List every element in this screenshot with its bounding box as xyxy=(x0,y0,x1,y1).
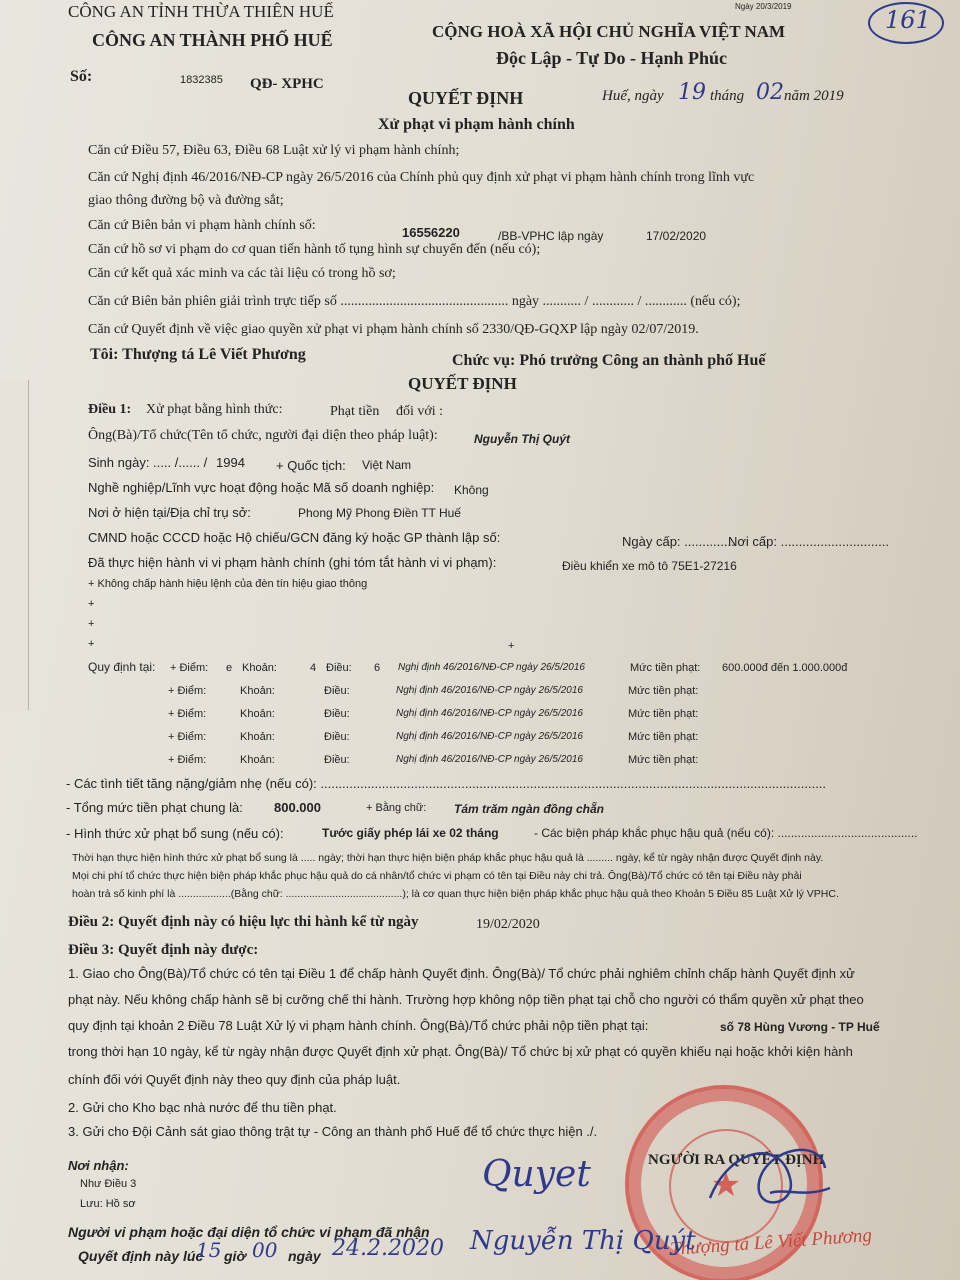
rule-diem-label: + Điểm: xyxy=(170,662,209,674)
signer-signature xyxy=(690,1118,840,1228)
document-title: QUYẾT ĐỊNH xyxy=(408,88,524,108)
underlying-sheet xyxy=(0,380,29,710)
basis-line-3: giao thông đường bộ và đường sắt; xyxy=(88,193,284,208)
rule-dieu-label: Điều: xyxy=(324,685,350,697)
basis-line-1: Căn cứ Điều 57, Điều 63, Điều 68 Luật xử lý vi phạm hành chính; xyxy=(88,143,460,158)
received-label: Người vi phạm hoặc đại diện tổ chức vi phạm đã nhận xyxy=(68,1224,430,1240)
day-label: ngày xyxy=(288,1248,321,1264)
violation-item-3: + xyxy=(88,618,95,630)
note-line-2: Mọi chi phí tổ chức thực hiện biện pháp khắc phục hậu quả do cá nhân/tổ chức vi phạm có tên tại Điều này chi trả. Ông(Bà)/Tổ chức có tên tại Điều này phải xyxy=(72,870,802,882)
seal-star-icon: ★ xyxy=(710,1167,742,1204)
article1-heading: Điều 1: xyxy=(88,402,132,417)
basis-line-8: Căn cứ Quyết định về việc giao quyền xử phạt vi phạm hành chính số 2330/QĐ-GQXP lập ngày 02/07/2019. xyxy=(88,322,699,337)
job-label: Nghề nghiệp/Lĩnh vực hoạt động hoặc Mã số doanh nghiệp: xyxy=(88,480,435,495)
vehicle-value: Điều khiển xe mô tô 75E1-27216 xyxy=(562,559,737,573)
basis-line-6: Căn cứ kết quả xác minh va các tài liệu có trong hồ sơ; xyxy=(88,266,396,281)
article3-line-7: 3. Gửi cho Đội Cảnh sát giao thông trật tự - Công an thành phố Huế để tổ chức thực hiện ./. xyxy=(68,1124,598,1139)
motto: Độc Lập - Tự Do - Hạnh Phúc xyxy=(496,48,728,68)
country-name: CỘNG HOÀ XÃ HỘI CHỦ NGHĨA VIỆT NAM xyxy=(432,22,786,41)
rule-fine-value: 600.000đ đến 1.000.000đ xyxy=(722,662,848,674)
article3-line-5: chính đối với Quyết định này theo quy định của pháp luật. xyxy=(68,1072,401,1087)
received-minute: 00 xyxy=(252,1238,278,1262)
rule-diem-label: + Điểm: xyxy=(168,685,207,697)
document-subtitle: Xử phạt vi phạm hành chính xyxy=(378,116,575,133)
article2-text: Điều 2: Quyết định này có hiệu lực thi hành kể từ ngày xyxy=(68,914,419,930)
job-value: Không xyxy=(454,483,489,497)
signer-name: Thượng tá Lê Viết Phương xyxy=(669,1224,873,1261)
rule-dieu-label: Điều: xyxy=(324,708,350,720)
agency-name: CÔNG AN THÀNH PHỐ HUẾ xyxy=(92,30,333,50)
nationality-value: Việt Nam xyxy=(362,458,412,472)
nationality-label: + Quốc tịch: xyxy=(276,458,346,473)
article3-heading: Điều 3: Quyết định này được: xyxy=(68,942,259,958)
circumstances-line: - Các tình tiết tăng nặng/giảm nhẹ (nếu có): ............................................................................................................................................ xyxy=(66,776,827,791)
rule-khoan-label: Khoản: xyxy=(240,685,275,697)
officer-line: Tôi: Thượng tá Lê Viết Phương xyxy=(90,346,306,363)
rules-label: Quy định tại: xyxy=(88,660,156,674)
received-date: 24.2.2020 xyxy=(332,1236,444,1261)
person-name: Nguyễn Thị Quýt xyxy=(474,432,570,446)
rule-fine-label: Mức tiền phạt: xyxy=(628,708,699,720)
penalty-form-label: Xử phạt bằng hình thức: xyxy=(146,402,283,417)
article3-line-6: 2. Gửi cho Kho bạc nhà nước để thu tiền phạt. xyxy=(68,1100,337,1115)
rule-decree: Nghị định 46/2016/NĐ-CP ngày 26/5/2016 xyxy=(396,754,583,765)
basis-line-2: Căn cứ Nghị định 46/2016/NĐ-CP ngày 26/5/2016 của Chính phủ quy định xử phạt vi phạm hành chính trong lĩnh vực xyxy=(88,170,755,185)
rule-decree: Nghị định 46/2016/NĐ-CP ngày 26/5/2016 xyxy=(396,685,583,696)
dob-label: Sinh ngày: ..... /...... / xyxy=(88,455,208,470)
address-label: Nơi ở hiện tại/Địa chỉ trụ sở: xyxy=(88,505,251,520)
basis-line-4: Căn cứ Biên bản vi phạm hành chính số: xyxy=(88,218,316,233)
article3-line-2: phạt này. Nếu không chấp hành sẽ bị cưỡng chế thi hành. Trường hợp không nộp tiền phạt tại chỗ cho người có thẩm quyền xử phạt theo xyxy=(68,992,864,1007)
rule-khoan-label: Khoản: xyxy=(240,754,275,766)
rule-fine-label: Mức tiền phạt: xyxy=(628,685,699,697)
address-value: Phong Mỹ Phong Điền TT Huế xyxy=(298,506,461,520)
month-label: tháng xyxy=(710,88,745,104)
place-date-prefix: Huế, ngày xyxy=(602,88,664,104)
officer-position: Chức vụ: Phó trưởng Công an thành phố Huế xyxy=(452,352,766,369)
id-label: CMND hoặc CCCD hoặc Hộ chiếu/GCN đăng ký hoặc GP thành lập số: xyxy=(88,530,501,545)
recipient-2: Lưu: Hồ sơ xyxy=(80,1198,136,1210)
basis-line-5: Căn cứ hồ sơ vi phạm do cơ quan tiến hành tố tụng hình sự chuyển đến (nếu có); xyxy=(88,242,541,257)
rule-khoan-label: Khoản: xyxy=(240,731,275,743)
received-hour: 15 xyxy=(196,1238,222,1262)
rule-decree: Nghị định 46/2016/NĐ-CP ngày 26/5/2016 xyxy=(396,708,583,719)
id-place: Nơi cấp: .............................. xyxy=(728,534,889,549)
so-label: Số: xyxy=(70,68,93,85)
violator-full-name: Nguyễn Thị Quýt xyxy=(470,1226,696,1256)
words-label: + Bằng chữ: xyxy=(366,802,427,814)
print-date: Ngày 20/3/2019 xyxy=(735,2,792,11)
rule-fine-label: Mức tiền phạt: xyxy=(630,662,701,674)
id-date: Ngày cấp: .............. xyxy=(622,534,735,549)
rule-dieu-label: Điều: xyxy=(324,754,350,766)
rule-khoan-label: Khoản: xyxy=(240,708,275,720)
rule-fine-label: Mức tiền phạt: xyxy=(628,754,699,766)
article3-line-4: trong thời hạn 10 ngày, kể từ ngày nhận được Quyết định xử phạt. Ông(Bà)/ Tổ chức bị xử phạt có quyền khiếu nại hoặc khởi kiện hành xyxy=(68,1044,853,1059)
hour-label: giờ xyxy=(224,1248,246,1264)
year-text: năm 2019 xyxy=(784,88,844,104)
record-suffix: /BB-VPHC lập ngày xyxy=(498,229,604,243)
rule-diem-label: + Điểm: xyxy=(168,754,207,766)
words-value: Tám trăm ngàn đồng chẵn xyxy=(454,802,605,816)
violation-item-2: + xyxy=(88,598,95,610)
rule-decree: Nghị định 46/2016/NĐ-CP ngày 26/5/2016 xyxy=(396,731,583,742)
violation-extra-plus: + xyxy=(508,640,515,652)
article3-line-3: quy định tại khoản 2 Điều 78 Luật Xử lý vi phạm hành chính. Ông(Bà)/Tổ chức phải nộp tiền phạt tại: xyxy=(68,1018,649,1033)
violation-label: Đã thực hiện hành vi vi phạm hành chính (ghi tóm tắt hành vi vi phạm): xyxy=(88,555,497,570)
received-time-prefix: Quyết định này lúc xyxy=(78,1248,204,1264)
rule-diem-value: e xyxy=(226,662,233,674)
rule-dieu-value: 6 xyxy=(374,662,381,674)
rule-dieu-label: Điều: xyxy=(324,731,350,743)
agency-parent: CÔNG AN TỈNH THỪA THIÊN HUẾ xyxy=(68,2,334,21)
rule-decree: Nghị định 46/2016/NĐ-CP ngày 26/5/2016 xyxy=(398,662,585,673)
record-number: 16556220 xyxy=(402,225,460,240)
payment-place: số 78 Hùng Vương - TP Huế xyxy=(720,1020,880,1034)
total-label: - Tổng mức tiền phạt chung là: xyxy=(66,800,243,815)
note-line-3: hoàn trả số kinh phí là ..................(Bằng chữ: ........................................); là cơ quan thực hiện biện pháp khắc phục hậu quả theo Khoản 5 Điều 85 Luật Xử lý VPHC. xyxy=(72,888,839,900)
recipient-1: Như Điều 3 xyxy=(80,1178,137,1190)
rule-dieu-label: Điều: xyxy=(326,662,352,674)
rule-khoan-value: 4 xyxy=(310,662,317,674)
rule-fine-label: Mức tiền phạt: xyxy=(628,731,699,743)
so-suffix: QĐ- XPHC xyxy=(250,76,324,92)
so-number: 1832385 xyxy=(180,74,223,86)
article3-line-1: 1. Giao cho Ông(Bà)/Tổ chức có tên tại Điều 1 để chấp hành Quyết định. Ông(Bà)/ Tổ chức phải nghiêm chỉnh chấp hành Quyết định xử xyxy=(68,966,855,981)
remedy-label: - Các biện pháp khắc phục hậu quả (nếu có): .......................................... xyxy=(534,826,918,840)
rule-diem-label: + Điểm: xyxy=(168,731,207,743)
rule-khoan-label: Khoản: xyxy=(242,662,277,674)
against-label: đối với : xyxy=(396,404,444,419)
basis-line-7: Căn cứ Biên bản phiên giải trình trực tiếp số ................................................ ngày ........... / ............ / ............ (nếu có); xyxy=(88,294,741,309)
person-label: Ông(Bà)/Tổ chức(Tên tổ chức, người đại diện theo pháp luật): xyxy=(88,428,438,443)
recipients-label: Nơi nhận: xyxy=(68,1158,129,1173)
extra-penalty-value: Tước giấy phép lái xe 02 tháng xyxy=(322,826,499,840)
extra-penalty-label: - Hình thức xử phạt bổ sung (nếu có): xyxy=(66,826,284,841)
day-handwritten: 19 xyxy=(678,80,706,105)
violator-signature: Quyet xyxy=(482,1154,591,1195)
violation-item-1: + Không chấp hành hiệu lệnh của đèn tín hiệu giao thông xyxy=(88,578,368,590)
record-date: 17/02/2020 xyxy=(646,229,707,243)
signer-title: NGƯỜI RA QUYẾT ĐỊNH xyxy=(648,1152,825,1168)
decision-heading: QUYẾT ĐỊNH xyxy=(408,374,517,393)
penalty-form-value: Phạt tiền xyxy=(330,404,380,419)
total-value: 800.000 xyxy=(274,800,321,815)
article2-date: 19/02/2020 xyxy=(476,917,540,932)
note-line-1: Thời hạn thực hiện hình thức xử phạt bổ sung là ..... ngày; thời hạn thực hiện biện pháp khắc phục hậu quả là ......... ngày, kể từ ngày nhận được Quyết định này. xyxy=(72,852,824,864)
violation-item-4: + xyxy=(88,638,95,650)
dob-year: 1994 xyxy=(216,455,245,470)
rule-diem-label: + Điểm: xyxy=(168,708,207,720)
month-handwritten: 02 xyxy=(756,80,784,105)
corner-handwritten-number: 161 xyxy=(885,6,931,34)
